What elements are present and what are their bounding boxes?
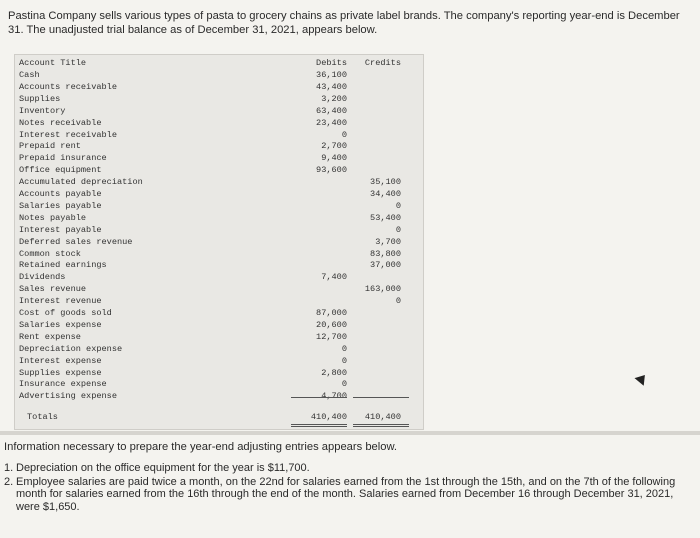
account-title: Retained earnings xyxy=(19,260,107,271)
table-row xyxy=(19,152,419,164)
table-row xyxy=(19,188,419,200)
account-title: Accounts receivable xyxy=(19,81,117,92)
credit-amount: 163,000 xyxy=(364,284,401,295)
account-title: Sales revenue xyxy=(19,284,87,295)
debit-amount: 9,400 xyxy=(321,153,347,164)
credit-amount: 53,400 xyxy=(370,212,401,223)
debit-amount: 0 xyxy=(341,379,347,390)
account-title: Notes receivable xyxy=(19,117,102,128)
table-row xyxy=(19,93,419,105)
table-row xyxy=(19,69,419,81)
credit-total-rule xyxy=(353,397,409,398)
account-title: Salaries payable xyxy=(19,200,102,211)
table-row xyxy=(19,212,419,224)
header-account-title: Account Title xyxy=(19,58,87,68)
debit-amount: 4,700 xyxy=(321,391,347,402)
info-item-text: Depreciation on the office equipment for the year is $11,700. xyxy=(16,462,310,474)
totals-debit: 410,400 xyxy=(310,412,347,422)
account-title: Accumulated depreciation xyxy=(19,177,143,188)
debit-amount: 93,600 xyxy=(316,165,347,176)
totals-row xyxy=(19,411,419,423)
table-row xyxy=(19,129,419,141)
table-row xyxy=(19,331,419,343)
totals-credit: 410,400 xyxy=(364,412,401,422)
account-title: Interest revenue xyxy=(19,296,102,307)
credit-amount: 3,700 xyxy=(375,236,401,247)
table-row xyxy=(19,319,419,331)
table-row xyxy=(19,248,419,260)
account-title: Cash xyxy=(19,70,40,80)
info-title: Information necessary to prepare the year-end adjusting entries appears below. xyxy=(4,441,398,453)
totals-label: Totals xyxy=(27,412,58,422)
account-title: Prepaid rent xyxy=(19,141,81,152)
header-debits: Debits xyxy=(316,58,347,68)
debit-amount: 2,700 xyxy=(321,141,347,152)
table-row xyxy=(19,105,419,117)
account-title: Cost of goods sold xyxy=(19,308,112,318)
table-row xyxy=(19,378,419,390)
credit-amount: 35,100 xyxy=(370,177,401,188)
debit-amount: 0 xyxy=(341,343,347,354)
debit-amount: 63,400 xyxy=(316,105,347,116)
debit-amount: 0 xyxy=(341,129,347,140)
table-row xyxy=(19,224,419,236)
account-title: Interest payable xyxy=(19,224,102,235)
account-title: Supplies xyxy=(19,93,61,104)
credit-amount: 0 xyxy=(395,296,401,307)
table-row xyxy=(19,343,419,355)
debit-amount: 36,100 xyxy=(316,70,347,80)
debit-amount: 0 xyxy=(341,355,347,366)
table-row xyxy=(19,164,419,176)
header-credits: Credits xyxy=(364,58,401,68)
account-title: Advertising expense xyxy=(19,391,117,402)
debit-amount: 12,700 xyxy=(316,331,347,342)
debit-amount: 23,400 xyxy=(316,117,347,128)
credit-amount: 34,400 xyxy=(370,189,401,199)
account-title: Inventory xyxy=(19,105,66,116)
table-row xyxy=(19,295,419,307)
account-title: Accounts payable xyxy=(19,189,102,199)
table-header-row xyxy=(19,57,419,69)
info-item-number: 1. xyxy=(4,462,14,474)
debit-double-rule xyxy=(291,424,347,427)
table-row xyxy=(19,271,419,283)
account-title: Dividends xyxy=(19,272,66,283)
account-title: Rent expense xyxy=(19,331,81,342)
table-row xyxy=(19,176,419,188)
account-title: Insurance expense xyxy=(19,379,107,390)
account-title: Notes payable xyxy=(19,212,87,223)
account-title: Prepaid insurance xyxy=(19,153,107,164)
table-row xyxy=(19,283,419,295)
info-item-1 xyxy=(4,462,694,475)
credit-amount: 83,800 xyxy=(370,248,401,259)
credit-amount: 37,000 xyxy=(370,260,401,271)
table-row xyxy=(19,307,419,319)
trial-balance-table xyxy=(14,54,424,430)
credit-double-rule xyxy=(353,424,409,427)
mouse-cursor-icon xyxy=(635,371,650,386)
account-title: Salaries expense xyxy=(19,319,102,330)
table-row xyxy=(19,117,419,129)
account-title: Supplies expense xyxy=(19,367,102,378)
account-title: Common stock xyxy=(19,248,81,259)
account-title: Office equipment xyxy=(19,165,102,176)
table-row xyxy=(19,367,419,379)
info-item-number: 2. xyxy=(4,475,14,488)
account-title: Deferred sales revenue xyxy=(19,236,133,247)
info-item-2 xyxy=(4,476,694,514)
section-divider xyxy=(0,431,700,435)
table-row xyxy=(19,259,419,271)
debit-amount: 7,400 xyxy=(321,272,347,283)
debit-amount: 87,000 xyxy=(316,308,347,318)
table-row xyxy=(19,236,419,248)
debit-total-rule xyxy=(291,397,347,398)
account-title: Interest expense xyxy=(19,355,102,366)
debit-amount: 43,400 xyxy=(316,81,347,92)
table-row xyxy=(19,200,419,212)
problem-intro: Pastina Company sells various types of pasta to grocery chains as private label brands. The company's reporting year-end is December 31. The unadjusted trial balance as of December 31, 2021, appears below. xyxy=(8,10,680,36)
credit-amount: 0 xyxy=(395,200,401,211)
table-row xyxy=(19,355,419,367)
table-row xyxy=(19,140,419,152)
info-item-text: Employee salaries are paid twice a month, on the 22nd for salaries earned from the 1st through the 15th, and on the 7th of the following month for salaries earned from the 16th through the end of the month. Salaries earned from December 16 through December 31, 2021, were $1,650. xyxy=(16,475,676,513)
debit-amount: 2,800 xyxy=(321,367,347,378)
debit-amount: 3,200 xyxy=(321,93,347,104)
debit-amount: 20,600 xyxy=(316,319,347,330)
info-list xyxy=(4,462,694,514)
credit-amount: 0 xyxy=(395,224,401,235)
account-title: Interest receivable xyxy=(19,129,117,140)
account-title: Depreciation expense xyxy=(19,343,123,354)
table-row xyxy=(19,81,419,93)
